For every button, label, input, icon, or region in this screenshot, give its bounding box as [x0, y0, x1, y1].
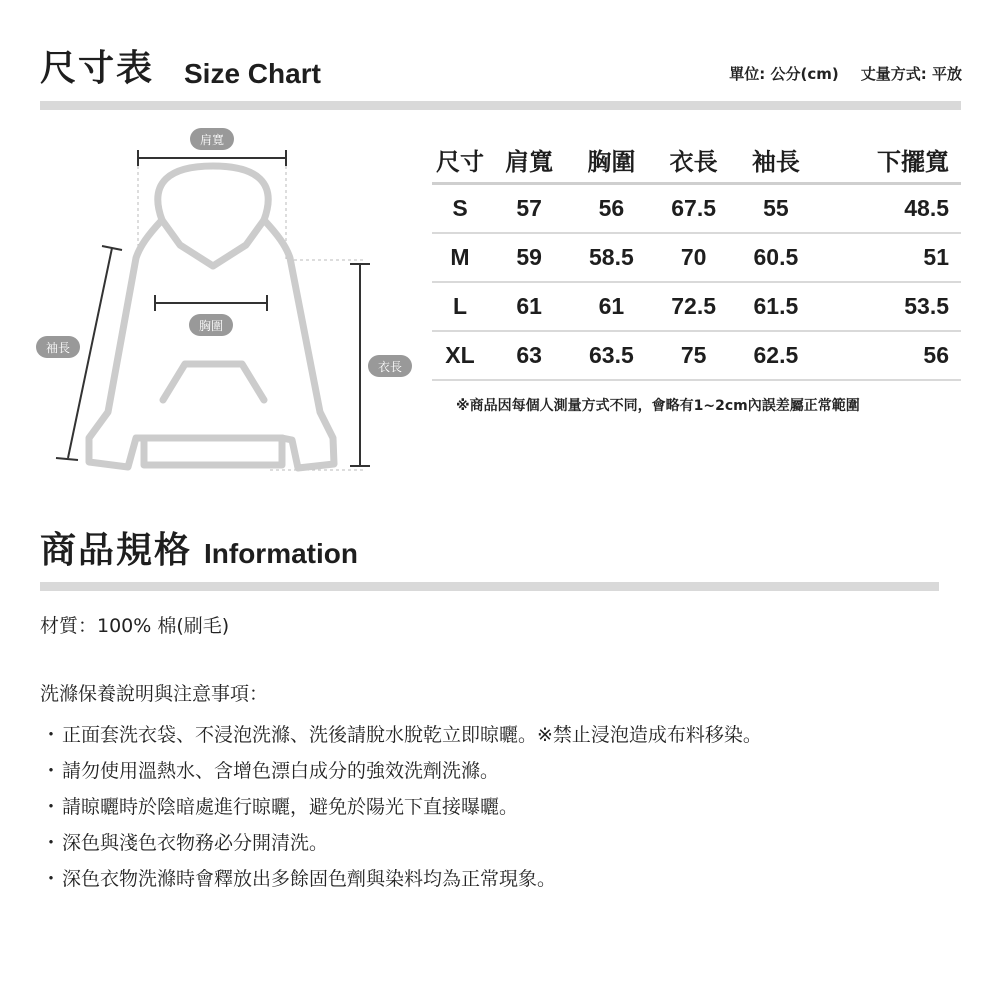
bullet: ・ — [41, 760, 61, 782]
label-length: 衣長 — [377, 360, 403, 374]
cell-value: 61 — [570, 282, 652, 331]
measure-label: 丈量方式: 平放 — [860, 65, 962, 83]
care-item-text: 請晾曬時於陰暗處進行晾曬，避免於陽光下直接曝曬。 — [62, 796, 519, 818]
table-row — [432, 282, 961, 331]
header-shoulder: 肩寬 — [488, 136, 570, 184]
header-size: 尺寸 — [432, 136, 488, 184]
badge-length — [368, 355, 412, 377]
list-item — [40, 861, 762, 897]
size-chart-title: 尺寸表 — [40, 48, 155, 89]
bullet: ・ — [41, 832, 61, 854]
label-shoulder: 肩寬 — [199, 133, 225, 147]
cell-value: 62.5 — [735, 331, 817, 380]
cell-value: 63 — [488, 331, 570, 380]
cell-value: 48.5 — [817, 184, 961, 234]
bullet: ・ — [41, 724, 61, 746]
cell-value: 70 — [653, 233, 735, 282]
care-item-text: 正面套洗衣袋、不浸泡洗滌、洗後請脫水脫乾立即晾曬。※禁止浸泡造成布料移染。 — [62, 724, 762, 746]
guide-lines — [138, 160, 365, 470]
label-chest: 胸圍 — [198, 319, 224, 333]
care-list — [40, 717, 762, 897]
label-sleeve: 袖長 — [45, 341, 71, 355]
unit-info — [729, 62, 962, 86]
list-item — [40, 753, 762, 789]
list-item — [40, 789, 762, 825]
cell-value: 58.5 — [570, 233, 652, 282]
cell-value: 56 — [570, 184, 652, 234]
size-table-header — [432, 136, 961, 184]
cell-value: 53.5 — [817, 282, 961, 331]
size-chart-title-en: Size Chart — [184, 58, 321, 89]
badge-chest — [189, 314, 233, 336]
cell-value: 72.5 — [653, 282, 735, 331]
header-chest: 胸圍 — [570, 136, 652, 184]
information-title-en: Information — [204, 538, 358, 569]
header-sleeve: 袖長 — [735, 136, 817, 184]
cell-size: S — [432, 184, 488, 234]
cell-size: L — [432, 282, 488, 331]
cell-value: 60.5 — [735, 233, 817, 282]
hoodie-illustration — [30, 120, 430, 490]
cell-value: 61 — [488, 282, 570, 331]
cell-value: 67.5 — [653, 184, 735, 234]
care-item-text: 深色衣物洗滌時會釋放出多餘固色劑與染料均為正常現象。 — [62, 868, 557, 890]
cell-value: 55 — [735, 184, 817, 234]
divider-bar — [40, 582, 939, 591]
cell-value: 61.5 — [735, 282, 817, 331]
badge-shoulder — [190, 128, 234, 150]
care-item-text: 請勿使用溫熱水、含增色漂白成分的強效洗劑洗滌。 — [62, 760, 500, 782]
table-row — [432, 331, 961, 380]
cell-value: 63.5 — [570, 331, 652, 380]
care-heading: 洗滌保養說明與注意事項： — [40, 683, 269, 705]
bullet: ・ — [41, 868, 61, 890]
material-text: 材質：100% 棉(刷毛) — [40, 615, 230, 637]
cell-value: 59 — [488, 233, 570, 282]
size-table — [432, 136, 961, 381]
list-item — [40, 717, 762, 753]
table-row — [432, 233, 961, 282]
header-hem: 下擺寬 — [817, 136, 961, 184]
cell-size: M — [432, 233, 488, 282]
list-item — [40, 825, 762, 861]
unit-label: 單位: 公分(cm) — [729, 65, 839, 83]
measurement-note: ※商品因每個人測量方式不同，會略有1~2cm內誤差屬正常範圍 — [456, 398, 860, 414]
cell-value: 57 — [488, 184, 570, 234]
badge-sleeve — [36, 336, 80, 358]
cell-size: XL — [432, 331, 488, 380]
cell-value: 51 — [817, 233, 961, 282]
cell-value: 56 — [817, 331, 961, 380]
table-row — [432, 184, 961, 234]
cell-value: 75 — [653, 331, 735, 380]
divider-bar — [40, 101, 961, 110]
bullet: ・ — [41, 796, 61, 818]
header-length: 衣長 — [653, 136, 735, 184]
information-title: 商品規格 — [40, 530, 193, 571]
care-item-text: 深色與淺色衣物務必分開清洗。 — [62, 832, 329, 854]
